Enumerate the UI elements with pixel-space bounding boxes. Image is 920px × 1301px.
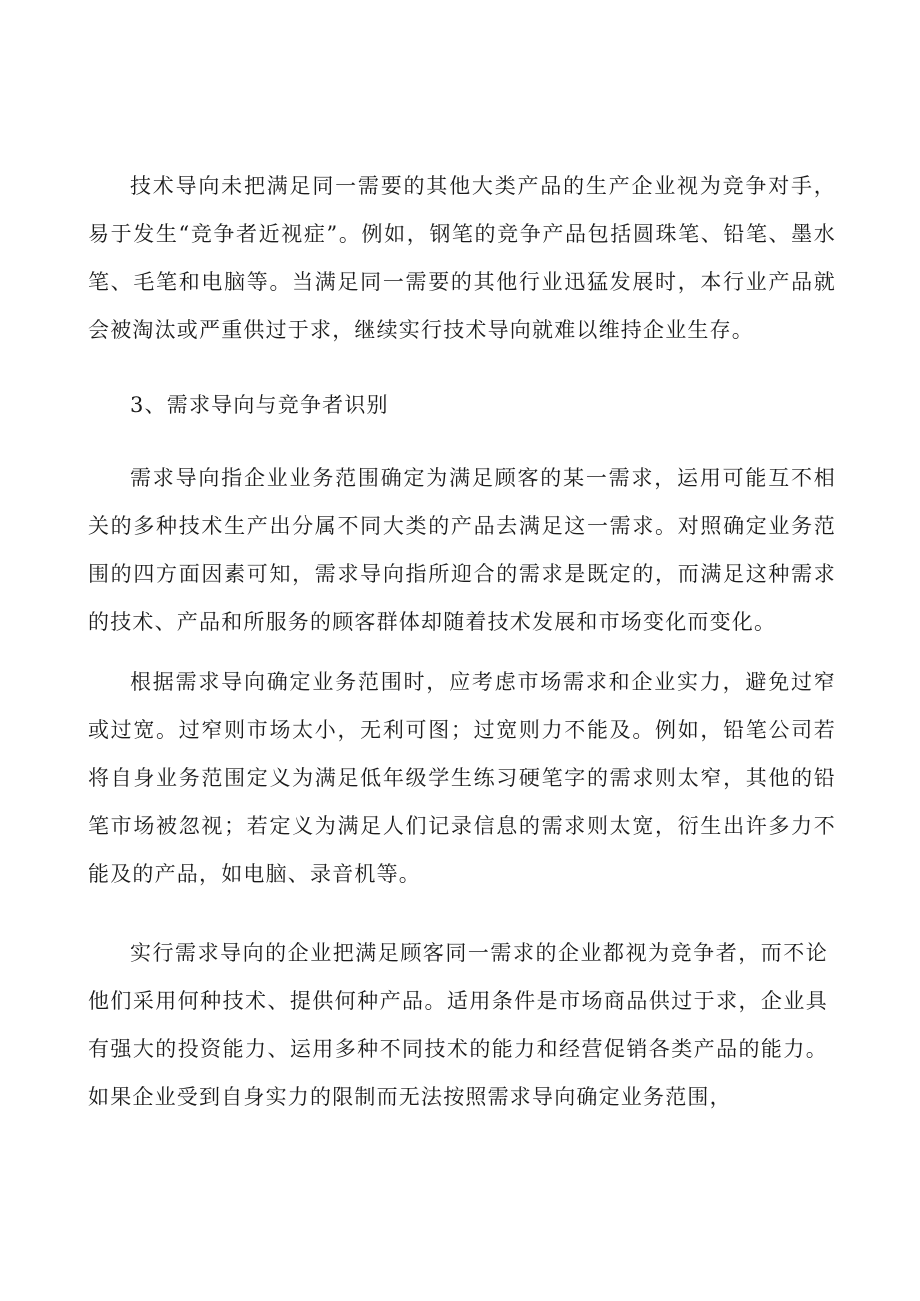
section-heading-demand-orientation: 3、需求导向与竞争者识别 (130, 393, 389, 417)
paragraph-competitor-view: 实行需求导向的企业把满足顾客同一需求的企业都视为竞争者，而不论他们采用何种技术、提供何种产品。适用条件是市场商品供过于求，企业具有强大的投资能力、运用多种不同技术的能力和经营促销各类产品的能力。如果企业受到自身实力的限制而无法按照需求导向确定业务范围， (88, 941, 828, 1109)
paragraph-demand-orientation-definition: 需求导向指企业业务范围确定为满足顾客的某一需求，运用可能互不相关的多种技术生产出分属不同大类的产品去满足这一需求。对照确定业务范围的四方面因素可知，需求导向指所迎合的需求是既定的，而满足这种需求的技术、产品和所服务的顾客群体却随着技术发展和市场变化而变化。 (88, 466, 836, 634)
paragraph-technology-orientation: 技术导向未把满足同一需要的其他大类产品的生产企业视为竞争对手，易于发生“竞争者近视症”。例如，钢笔的竞争产品包括圆珠笔、铅笔、墨水笔、毛笔和电脑等。当满足同一需要的其他行业迅猛发展时，本行业产品就会被淘汰或严重供过于求，继续实行技术导向就难以维持企业生存。 (88, 174, 836, 342)
paragraph-business-scope: 根据需求导向确定业务范围时，应考虑市场需求和企业实力，避免过窄或过宽。过窄则市场太小，无利可图；过宽则力不能及。例如，铅笔公司若将自身业务范围定义为满足低年级学生练习硬笔字的需求则太窄，其他的铅笔市场被忽视；若定义为满足人们记录信息的需求则太宽，衍生出许多力不能及的产品，如电脑、录音机等。 (88, 670, 836, 886)
